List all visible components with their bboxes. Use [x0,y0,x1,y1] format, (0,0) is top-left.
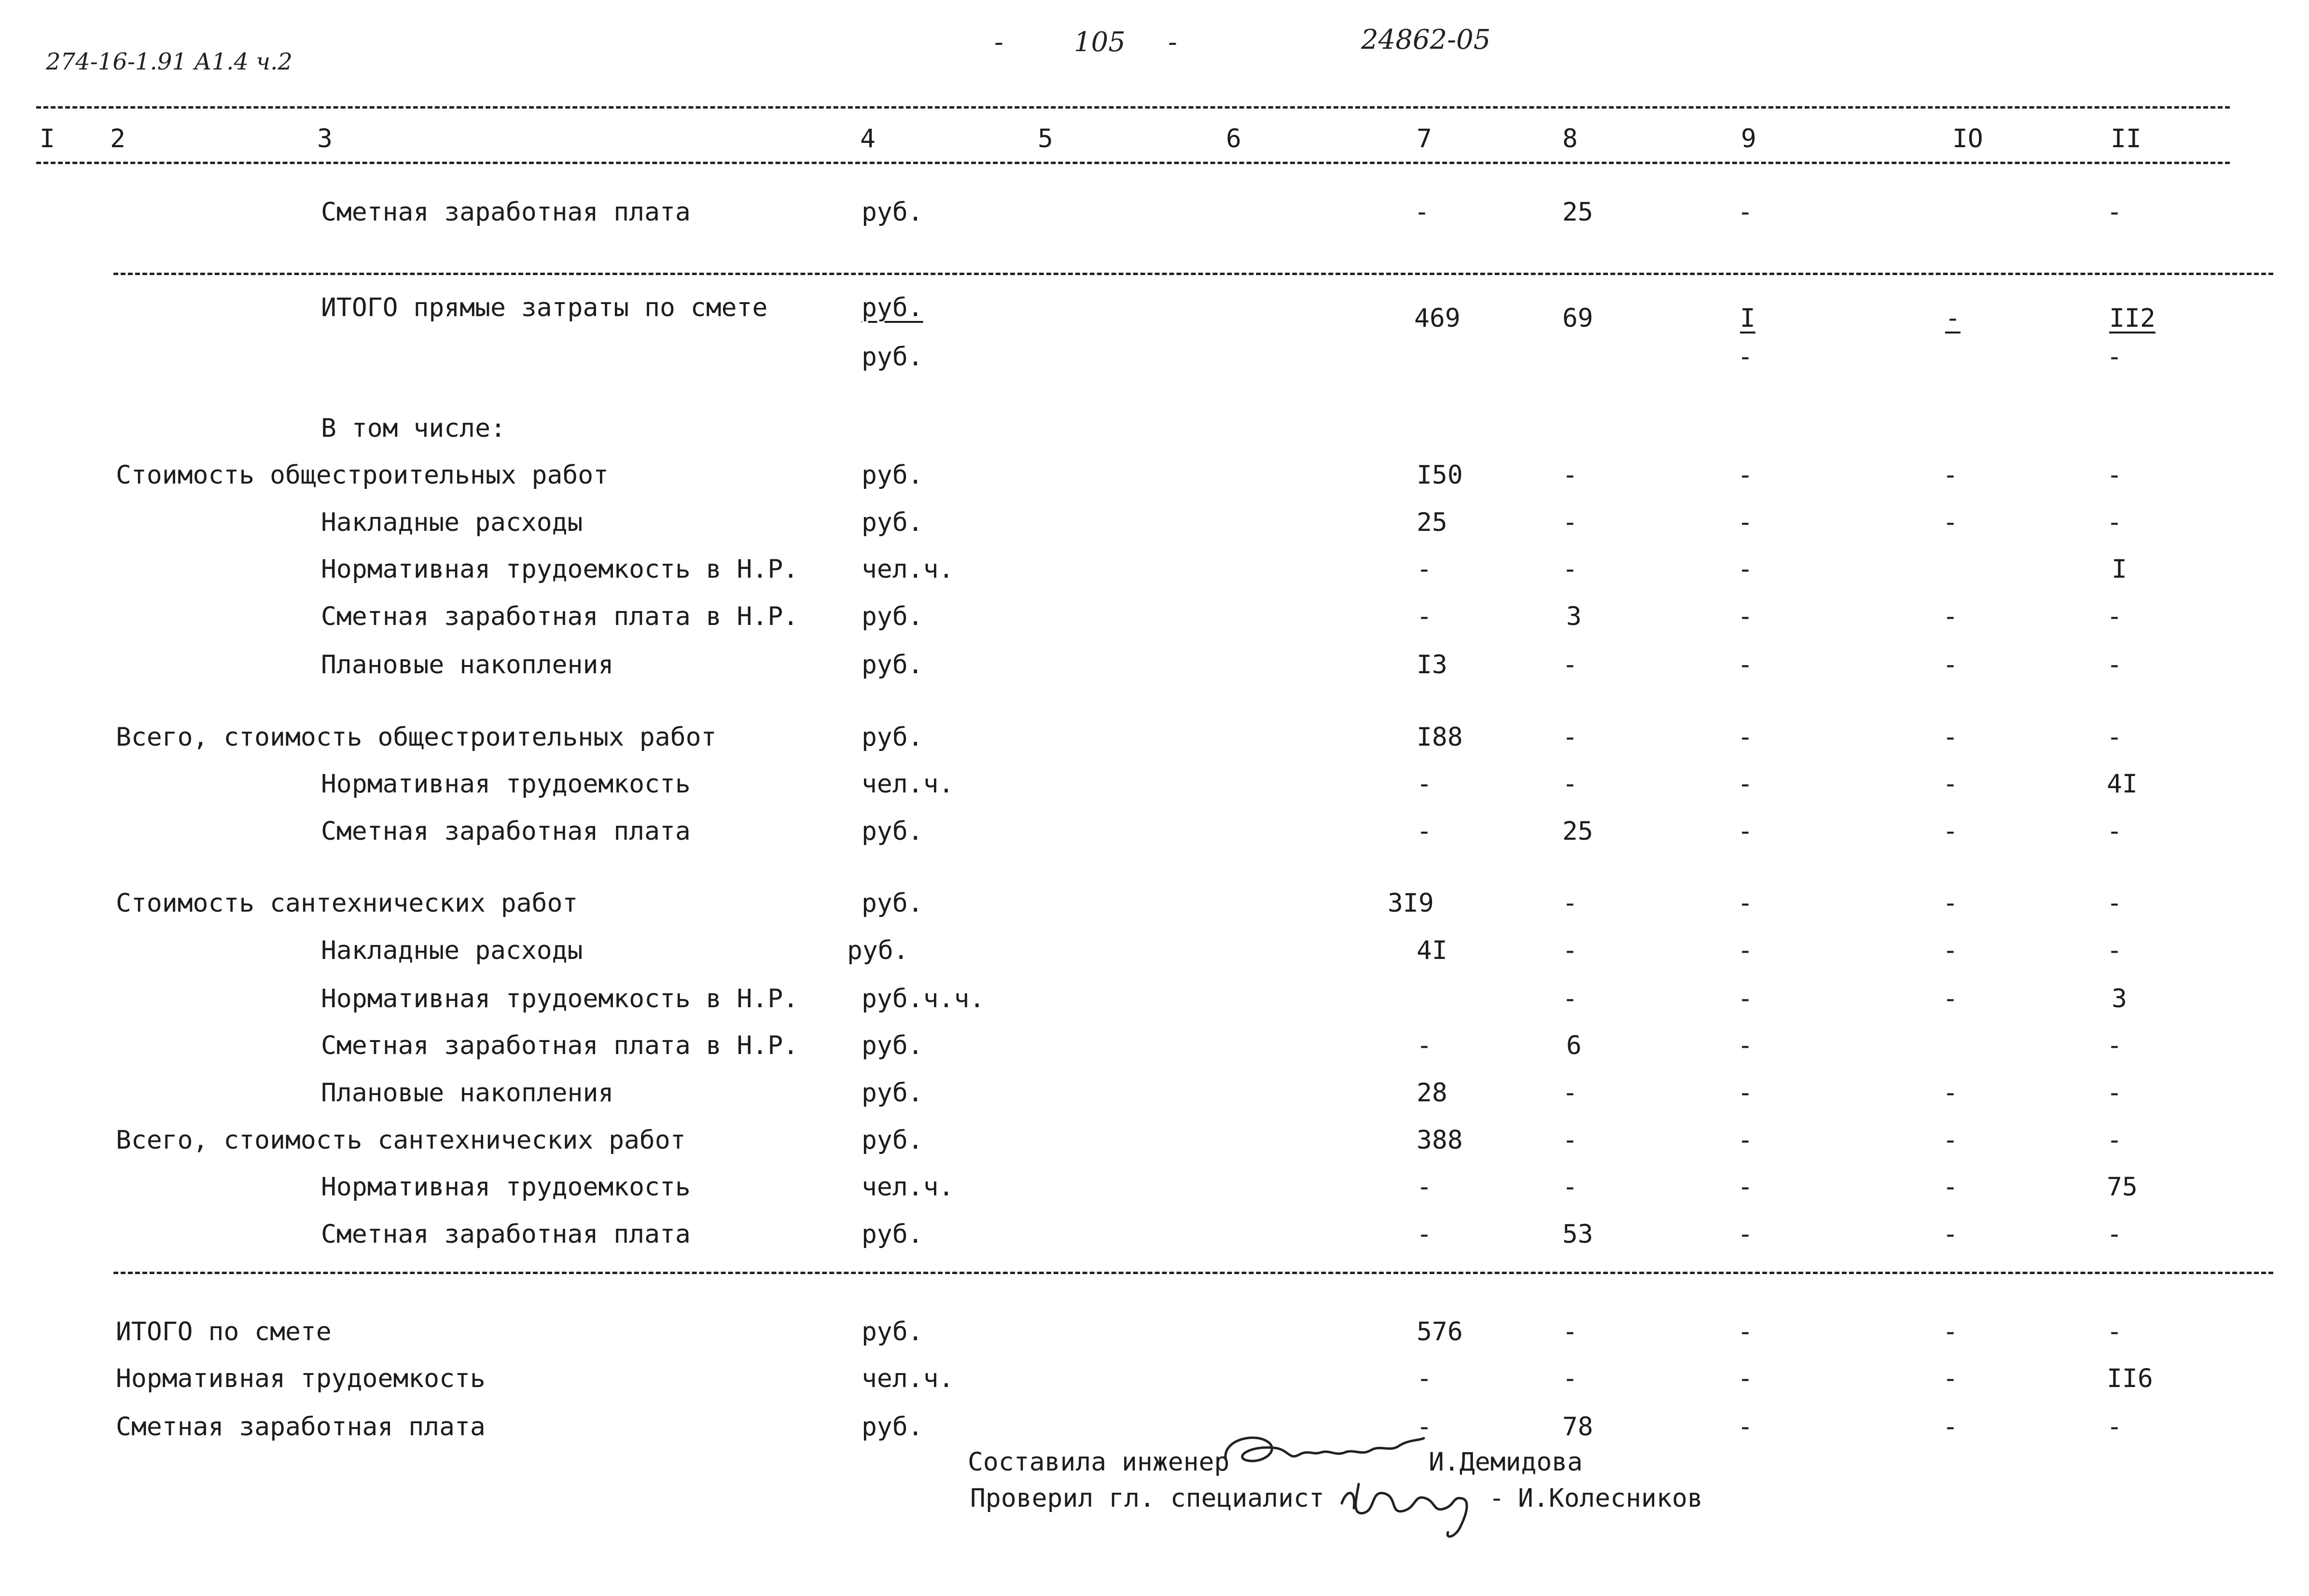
cell-col8: 6 [1566,1031,1582,1060]
column-number: 9 [1741,124,1756,153]
cell-col7: 469 [1414,304,1461,333]
cell-col8: 53 [1562,1220,1593,1249]
page-number: 105 [1074,27,1126,58]
row-unit: руб. [862,197,923,227]
cell-col7: - [1414,197,1430,227]
cell-col7: - [1417,602,1432,631]
cell-col8: - [1562,984,1578,1013]
cell-col9: - [1738,1078,1753,1108]
row-unit: руб. [862,508,923,537]
cell-col8: - [1562,460,1578,490]
cell-col9: - [1738,1220,1753,1249]
row-name: Сметная заработная плата в Н.Р. [321,1031,799,1060]
column-number: II [2111,124,2142,153]
cell-col7: - [1417,1412,1432,1442]
cell-col9: - [1738,555,1753,584]
checked-by-label: Проверил гл. специалист [970,1484,1324,1513]
row-unit: чел.ч. [862,1364,954,1393]
row-unit: руб. [862,888,923,918]
cell-col9: - [1738,1364,1753,1393]
cell-col8: - [1562,508,1578,537]
cell-col8: - [1562,1172,1578,1202]
row-name: ИТОГО прямые затраты по смете [321,293,768,322]
cell-col10: - [1943,769,1958,799]
row-name: Накладные расходы [321,508,583,537]
cell-col9: - [1738,508,1753,537]
cell-col8: - [1562,650,1578,680]
column-number: 8 [1562,124,1578,153]
cell-col10: - [1943,1317,1958,1346]
row-unit: руб.ч.ч. [862,984,985,1013]
cell-col10: - [1943,508,1958,537]
cell-col9: - [1738,342,1753,372]
cell-col9: - [1738,769,1753,799]
cell-col10: - [1943,460,1958,490]
cell-col9: - [1738,1317,1753,1346]
column-number: IO [1952,124,1983,153]
compiler-name: И.Демидова [1429,1447,1583,1477]
cell-col8: 78 [1562,1412,1593,1442]
column-number: 3 [317,124,333,153]
cell-col11: - [2107,650,2122,680]
cell-col8: - [1562,555,1578,584]
cell-col11: - [2107,1031,2122,1060]
cell-col9: - [1738,602,1753,631]
cell-col11: - [2107,460,2122,490]
cell-col9: - [1738,722,1753,752]
cell-col7: 4I [1417,936,1447,965]
cell-col8: 69 [1562,304,1593,333]
cell-col7: 25 [1417,508,1447,537]
cell-col7: 3I9 [1388,888,1434,918]
cell-col11: II2 [2109,304,2156,333]
cell-col7: - [1417,1364,1432,1393]
row-unit: руб. [862,1078,923,1108]
cell-col10: - [1943,1364,1958,1393]
cell-col9: - [1738,1412,1753,1442]
cell-col10: - [1943,602,1958,631]
cell-col10: - [1945,304,1961,333]
row-name: Стоимость сантехнических работ [116,888,578,918]
cell-col11: - [2107,602,2122,631]
cell-col8: 25 [1562,817,1593,846]
section-separator [113,1272,2273,1274]
cell-col7: I3 [1417,650,1447,680]
cell-col8: - [1562,936,1578,965]
cell-col7: - [1417,1172,1432,1202]
inventory-number: 24862-05 [1361,24,1491,56]
row-unit: руб. [862,1412,923,1442]
row-name: Нормативная трудоемкость [116,1364,486,1393]
cell-col11: - [2107,1125,2122,1155]
cell-col11: - [2107,722,2122,752]
row-name: Нормативная трудоемкость в Н.Р. [321,555,799,584]
cell-col9: - [1738,817,1753,846]
row-name: Сметная заработная плата в Н.Р. [321,602,799,631]
row-name: Накладные расходы [321,936,583,965]
cell-col7: - [1417,1220,1432,1249]
cell-col11: - [2107,1220,2122,1249]
cell-col9: I [1740,304,1755,333]
row-unit: руб. [862,1317,923,1346]
row-name: ИТОГО по смете [116,1317,332,1346]
cell-col7: - [1417,1031,1432,1060]
document-code: 274-16-1.91 А1.4 ч.2 [46,48,292,75]
cell-col9: - [1738,1172,1753,1202]
row-unit: руб. [862,460,923,490]
cell-col11: - [2107,1412,2122,1442]
row-name: Плановые накопления [321,650,614,680]
row-unit: руб. [862,602,923,631]
row-name: Нормативная трудоемкость [321,769,691,799]
cell-col10: - [1943,936,1958,965]
column-number: 5 [1038,124,1053,153]
cell-col9: - [1738,460,1753,490]
cell-col10: - [1943,1412,1958,1442]
cell-col10: - [1943,1172,1958,1202]
row-name: Нормативная трудоемкость в Н.Р. [321,984,799,1013]
page-number-dash-left: - [994,27,1003,58]
column-number: 4 [860,124,876,153]
cell-col10: - [1943,984,1958,1013]
cell-col9: - [1738,197,1753,227]
cell-col11: 4I [2107,769,2138,799]
cell-col7: - [1417,769,1432,799]
cell-col8: - [1562,1078,1578,1108]
cell-col11: - [2107,342,2122,372]
cell-col7: 28 [1417,1078,1447,1108]
row-name: Стоимость общестроительных работ [116,460,609,490]
cell-col9: - [1738,650,1753,680]
cell-col7: I50 [1417,460,1463,490]
column-number: 6 [1226,124,1241,153]
row-unit: руб. [862,293,923,322]
row-unit: руб. [862,650,923,680]
page-number-dash-right: - [1168,27,1177,58]
column-number: 2 [110,124,125,153]
row-name: Сметная заработная плата [321,1220,691,1249]
row-name: Сметная заработная плата [116,1412,486,1442]
cell-col8: - [1562,888,1578,918]
checker-signature [1337,1470,1491,1542]
row-name: Всего, стоимость сантехнических работ [116,1125,686,1155]
cell-col8: - [1562,769,1578,799]
row-name: В том числе: [321,414,506,443]
cell-col11: 3 [2112,984,2127,1013]
cell-col9: - [1738,936,1753,965]
cell-col11: II6 [2107,1364,2153,1393]
header-top-rule [36,106,2230,109]
row-unit: руб. [862,342,923,372]
row-unit: чел.ч. [862,769,954,799]
cell-col8: - [1562,1125,1578,1155]
row-name: Всего, стоимость общестроительных работ [116,722,717,752]
row-unit: руб. [862,1031,923,1060]
cell-col8: - [1562,1317,1578,1346]
column-number: I [40,124,55,153]
cell-col9: - [1738,1031,1753,1060]
row-unit: руб. [862,1220,923,1249]
cell-col7: - [1417,555,1432,584]
cell-col7: - [1417,817,1432,846]
cell-col11: - [2107,1317,2122,1346]
header-bottom-rule [36,162,2230,164]
cell-col11: - [2107,936,2122,965]
cell-col11: - [2107,888,2122,918]
cell-col11: I [2112,555,2127,584]
row-unit: чел.ч. [862,555,954,584]
cell-col10: - [1943,1125,1958,1155]
row-name: Сметная заработная плата [321,817,691,846]
cell-col10: - [1943,1078,1958,1108]
checker-dash: - [1489,1484,1504,1513]
column-number: 7 [1417,124,1432,153]
row-unit: руб. [862,722,923,752]
cell-col7: I88 [1417,722,1463,752]
cell-col8: - [1562,722,1578,752]
cell-col7: 388 [1417,1125,1463,1155]
cell-col7: 576 [1417,1317,1463,1346]
cell-col11: - [2107,197,2122,227]
row-name: Нормативная трудоемкость [321,1172,691,1202]
row-unit: руб. [862,1125,923,1155]
cell-col11: 75 [2107,1172,2138,1202]
cell-col11: - [2107,817,2122,846]
cell-col10: - [1943,722,1958,752]
cell-col9: - [1738,888,1753,918]
row-name: Сметная заработная плата [321,197,691,227]
cell-col11: - [2107,1078,2122,1108]
row-unit: руб. [847,936,909,965]
cell-col9: - [1738,1125,1753,1155]
cell-col11: - [2107,508,2122,537]
cell-col8: 25 [1562,197,1593,227]
section-separator [113,273,2273,275]
cell-col10: - [1943,1220,1958,1249]
row-unit: руб. [862,817,923,846]
compiled-by-label: Составила инженер [968,1447,1230,1477]
checker-name: И.Колесников [1518,1484,1703,1513]
cell-col10: - [1943,817,1958,846]
cell-col8: - [1562,1364,1578,1393]
row-unit: чел.ч. [862,1172,954,1202]
cell-col10: - [1943,888,1958,918]
cell-col8: 3 [1566,602,1582,631]
cell-col9: - [1738,984,1753,1013]
row-name: Плановые накопления [321,1078,614,1108]
cell-col10: - [1943,650,1958,680]
